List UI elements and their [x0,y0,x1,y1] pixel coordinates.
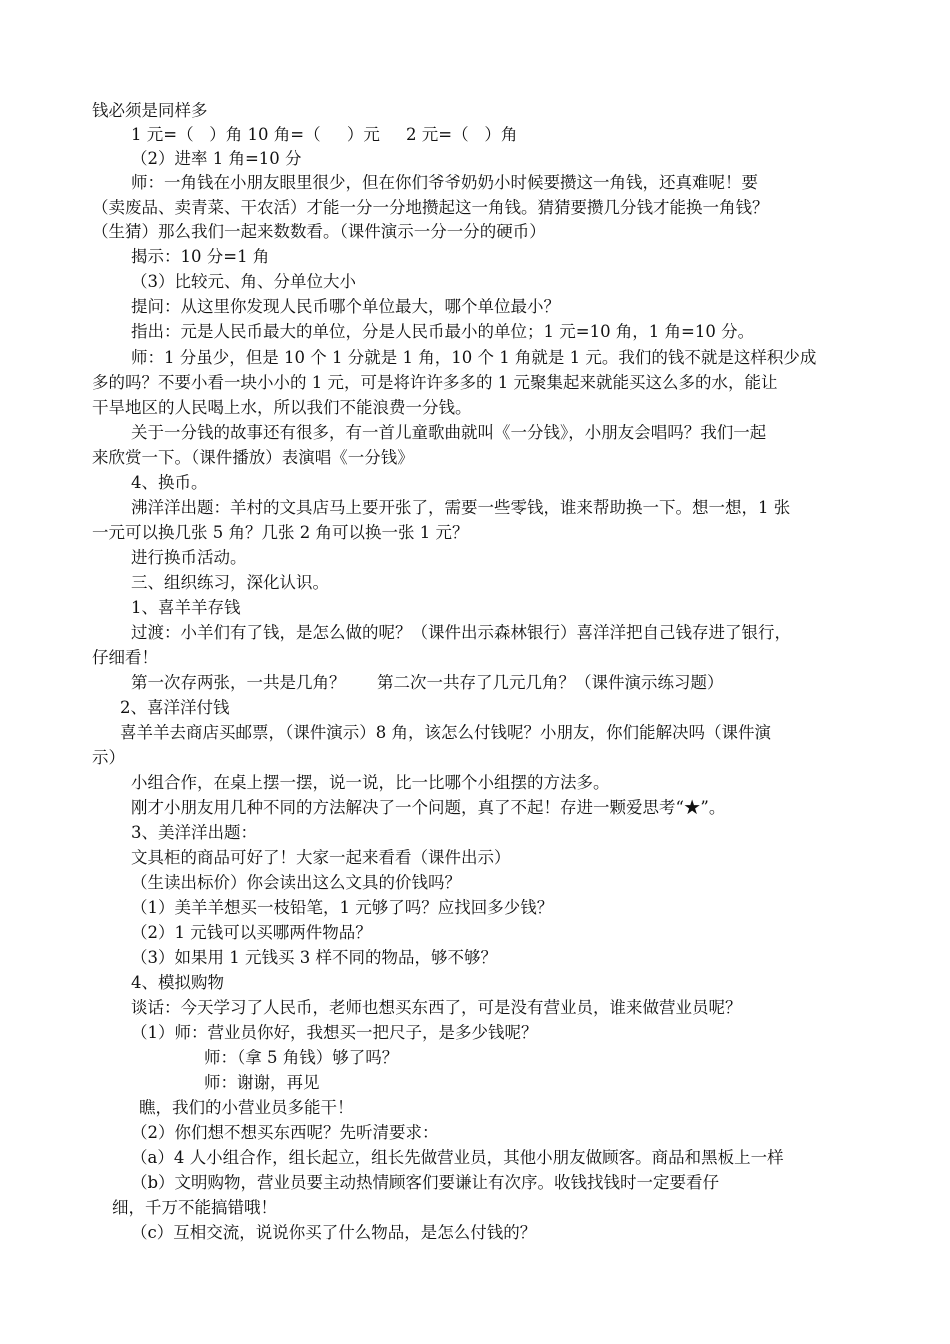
text-line: 喜羊羊去商店买邮票，（课件演示）8 角，该怎么付钱呢？小朋友，你们能解决吗（课件演 [120,723,771,742]
text-line: 示） [92,748,125,767]
text-line: （c）互相交流，说说你买了什么物品，是怎么付钱的？ [131,1223,537,1242]
text-line: 瞧，我们的小营业员多能干！ [139,1098,354,1117]
text-line: 指出：元是人民币最大的单位，分是人民币最小的单位；1 元=10 角，1 角=10 分。 [131,322,755,341]
text-line: 来欣赏一下。（课件播放）表演唱《一分钱》 [92,448,414,467]
text-line: 师：1 分虽少，但是 10 个 1 分就是 1 角，10 个 1 角就是 1 元。我们的钱不就是这样积少成 [131,348,817,367]
text-line: （1）师：营业员你好，我想买一把尺子，是多少钱呢？ [131,1023,538,1042]
text-line: 师：一角钱在小朋友眼里很少，但在你们爷爷奶奶小时候要攒这一角钱，还真难呢！要 [131,173,758,192]
text-line: 干旱地区的人民喝上水，所以我们不能浪费一分钱。 [92,398,472,417]
text-line: 4、换币。 [131,473,208,492]
text-line: 1 元=（ ）角 10 角=（ ）元 2 元=（ ）角 [131,125,518,144]
text-line: 细，千万不能搞错哦！ [112,1198,277,1217]
text-line: 师：谢谢，再见 [204,1073,320,1092]
text-line: 多的吗？不要小看一块小小的 1 元，可是将许许多多的 1 元聚集起来就能买这么多的水，能让 [92,373,778,392]
text-line: 提问：从这里你发现人民币哪个单位最大，哪个单位最小？ [131,297,560,316]
text-line: 师：（拿 5 角钱）够了吗？ [204,1048,399,1067]
text-line: （3）如果用 1 元钱买 3 样不同的物品，够不够？ [131,948,497,967]
text-line: （1）美羊羊想买一枝铅笔，1 元够了吗？应找回多少钱？ [131,898,554,917]
text-line: 沸洋洋出题：羊村的文具店马上要开张了，需要一些零钱，谁来帮助换一下。想一想，1 张 [131,498,791,517]
text-line: 钱必须是同样多 [92,101,208,120]
text-line: 进行换币活动。 [131,548,247,567]
text-line: （a）4 人小组合作，组长起立，组长先做营业员，其他小朋友做顾客。商品和黑板上一样 [131,1148,784,1167]
text-line: 关于一分钱的故事还有很多，有一首儿童歌曲就叫《一分钱》，小朋友会唱吗？我们一起 [131,423,767,442]
text-line: （2）进率 1 角=10 分 [131,149,302,168]
text-line: 4、模拟购物 [131,973,224,992]
text-line: （生猜）那么我们一起来数数看。（课件演示一分一分的硬币） [92,222,546,241]
text-line: 过渡：小羊们有了钱，是怎么做的呢？（课件出示森林银行）喜洋洋把自己钱存进了银行， [131,623,791,642]
text-line: 第一次存两张，一共是几角？ 第二次一共存了几元几角？（课件演示练习题） [131,673,724,692]
text-line: （生读出标价）你会读出这么文具的价钱吗？ [131,873,461,892]
text-line: （3）比较元、角、分单位大小 [131,272,356,291]
text-line: 揭示：10 分=1 角 [131,247,270,266]
text-line: 1、喜羊羊存钱 [131,598,241,617]
text-line: （卖废品、卖青菜、干农活）才能一分一分地攒起这一角钱。猜猜要攒几分钱才能换一角钱？ [92,198,769,217]
text-line: （2）你们想不想买东西呢？先听清要求： [131,1123,439,1142]
text-line: 一元可以换几张 5 角？几张 2 角可以换一张 1 元？ [92,523,469,542]
text-line: 刚才小朋友用几种不同的方法解决了一个问题，真了不起！存进一颗爱思考“★”。 [131,798,726,817]
text-line: （b）文明购物，营业员要主动热情顾客们要谦让有次序。收钱找钱时一定要看仔 [131,1173,720,1192]
text-line: 仔细看！ [92,648,158,667]
text-line: 文具柜的商品可好了！大家一起来看看（课件出示） [131,848,511,867]
text-line: 3、美洋洋出题： [131,823,257,842]
text-line: 谈话：今天学习了人民币，老师也想买东西了，可是没有营业员，谁来做营业员呢？ [131,998,742,1017]
text-line: 小组合作，在桌上摆一摆，说一说，比一比哪个小组摆的方法多。 [131,773,610,792]
text-line: （2）1 元钱可以买哪两件物品？ [131,923,372,942]
text-line: 2、喜洋洋付钱 [120,698,230,717]
text-line: 三、组织练习，深化认识。 [131,573,329,592]
